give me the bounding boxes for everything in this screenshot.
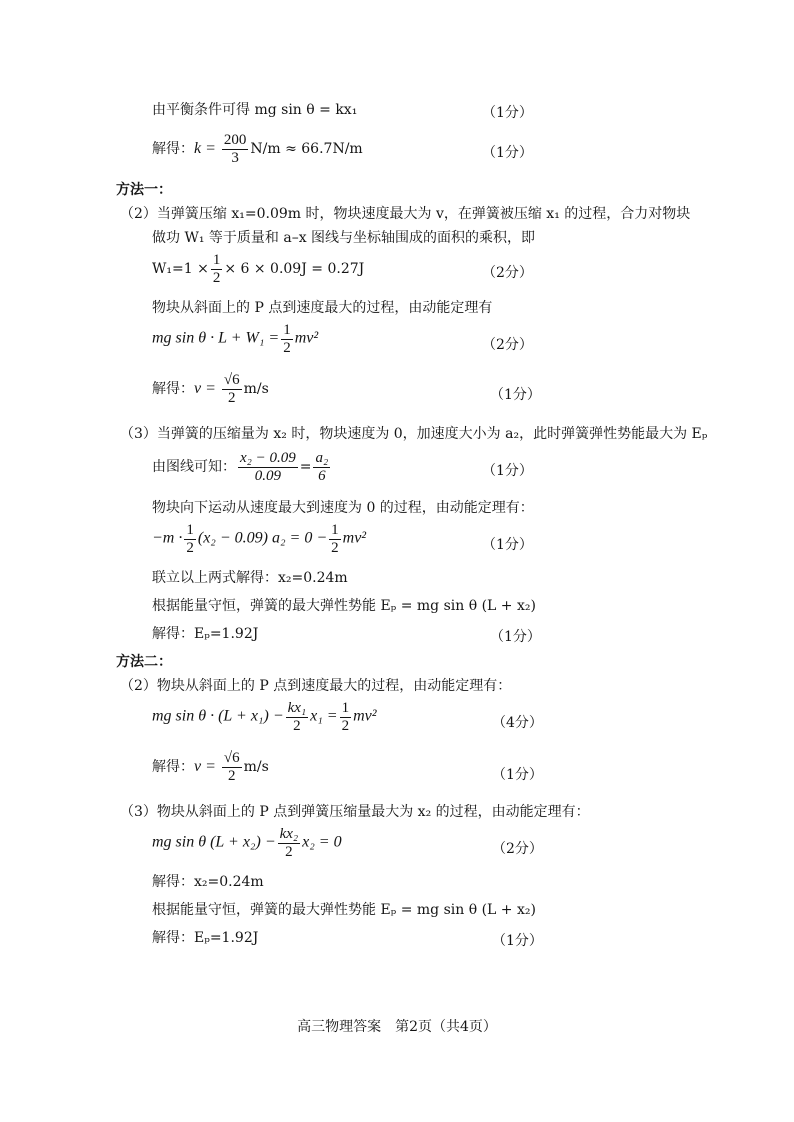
score-points: （4分） bbox=[492, 715, 543, 731]
part3-text-a: （3）当弹簧的压缩量为 x₂ 时，物块速度为 0，加速度大小为 a₂，此时弹簧弹性势能最大为 Eₚ bbox=[120, 426, 708, 442]
equilibrium-line: 由平衡条件可得 mg sin θ = kx₁ bbox=[152, 102, 358, 118]
energy-equation-4: mg sin θ (L + x₂) − $\frac{\text{kx₂}}{2}$ x₂ = 0 bbox=[152, 826, 342, 860]
work-equation: W₁=1 × $\frac{1}{2}$ × 6 × 0.09J = 0.27J bbox=[152, 252, 365, 286]
method2-part2-text: （2）物块从斜面上的 P 点到速度最大的过程，由动能定理有： bbox=[120, 678, 512, 694]
method2-part3-result-x2: 解得：x₂=0.24m bbox=[152, 874, 264, 890]
score-points: （1分） bbox=[482, 537, 533, 553]
part2-text-a: （2）当弹簧压缩 x₁=0.09m 时，物块速度最大为 v，在弹簧被压缩 x₁ 的过程，合力对物块 bbox=[120, 206, 691, 222]
part3-text-b: 物块向下运动从速度最大到速度为 0 的过程，由动能定理有： bbox=[152, 500, 534, 516]
velocity-result-1: 解得：v = $\frac{√6}{2}$ m/s bbox=[152, 372, 269, 406]
part2-text-c: 物块从斜面上的 P 点到速度最大的过程，由动能定理有 bbox=[152, 300, 493, 316]
score-points: （1分） bbox=[482, 145, 533, 161]
method2-part3-result-ep: 解得：Eₚ=1.92J bbox=[152, 930, 259, 946]
page-footer: 高三物理答案 第2页（共4页） bbox=[297, 1019, 497, 1035]
part2-text-b: 做功 W₁ 等于质量和 a–x 图线与坐标轴围成的面积的乘积，即 bbox=[152, 230, 536, 246]
energy-equation-3: mg sin θ · (L + x₁) − $\frac{\text{kx₁}}{2}$ x₁ = $\frac{1}{2}$ mv² bbox=[152, 700, 377, 734]
energy-equation-1: mg sin θ · L + W₁ = $\frac{1}{2}$ mv² bbox=[152, 322, 319, 356]
score-points: （2分） bbox=[492, 841, 543, 857]
score-points: （1分） bbox=[482, 105, 533, 121]
score-points: （2分） bbox=[482, 337, 533, 353]
graph-relation: 由图线可知： $\frac{\text{x₂ − 0.09}}{0.09}$ = $\frac{\text{a₂}}{6}$ bbox=[152, 450, 329, 484]
part3-text-e: 解得：Eₚ=1.92J bbox=[152, 626, 259, 642]
score-points: （1分） bbox=[482, 463, 533, 479]
score-points: （1分） bbox=[490, 387, 541, 403]
part3-text-d: 根据能量守恒，弹簧的最大弹性势能 Eₚ = mg sin θ (L + x₂) bbox=[152, 598, 536, 614]
method-one-heading: 方法一： bbox=[116, 182, 172, 198]
part3-text-c: 联立以上两式解得：x₂=0.24m bbox=[152, 570, 348, 586]
method-two-heading: 方法二： bbox=[116, 654, 172, 670]
score-points: （1分） bbox=[492, 933, 543, 949]
score-points: （1分） bbox=[490, 629, 541, 645]
score-points: （1分） bbox=[492, 767, 543, 783]
velocity-result-2: 解得：v = $\frac{√6}{2}$ m/s bbox=[152, 750, 269, 784]
spring-constant-result: 解得：k = $\frac{200}{3}$ N/m ≈ 66.7N/m bbox=[152, 132, 363, 166]
method2-part3-energy: 根据能量守恒，弹簧的最大弹性势能 Eₚ = mg sin θ (L + x₂) bbox=[152, 902, 536, 918]
method2-part3-text: （3）物块从斜面上的 P 点到弹簧压缩量最大为 x₂ 的过程，由动能定理有： bbox=[120, 804, 590, 820]
score-points: （2分） bbox=[482, 265, 533, 281]
energy-equation-2: −m · $\frac{1}{2}$ (x₂ − 0.09) a₂ = 0 − $\frac{1}{2}$ mv² bbox=[152, 522, 367, 556]
